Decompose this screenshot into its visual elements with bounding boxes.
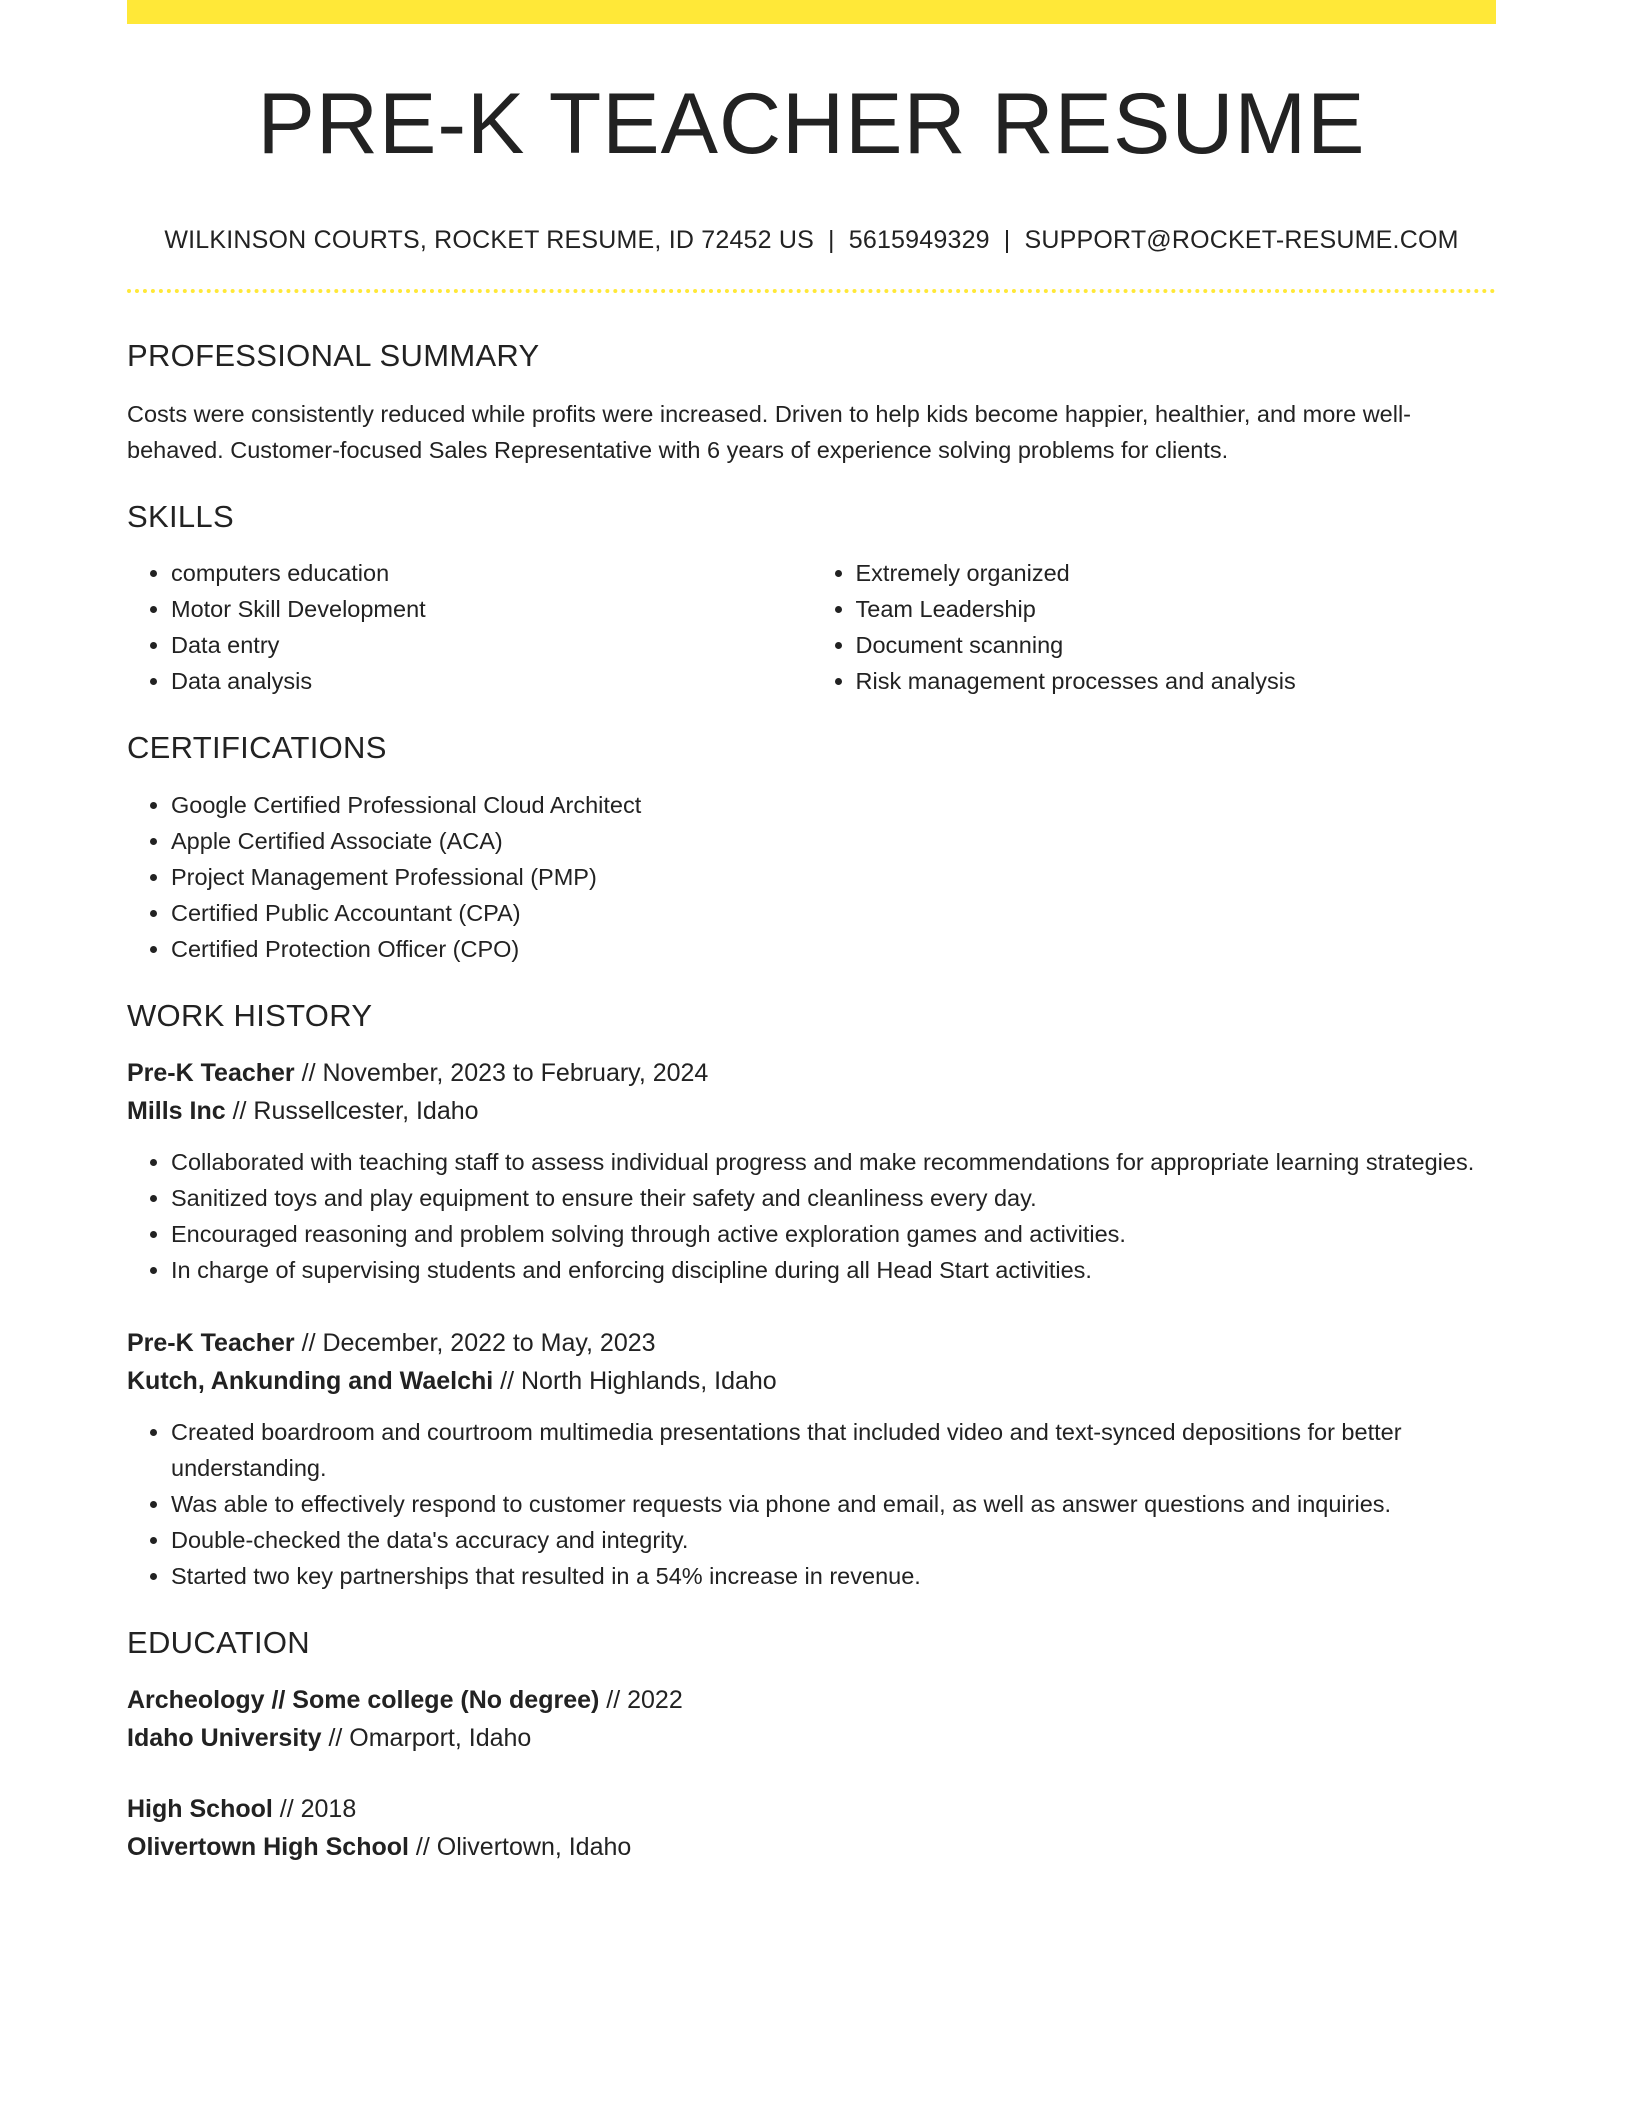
education-school-line bbox=[127, 1828, 1496, 1866]
list-item: • Team Leadership bbox=[856, 591, 1497, 627]
job-duties-list bbox=[127, 1414, 1496, 1594]
summary-text: Costs were consistently reduced while profits were increased. Driven to help kids become happier, healthier, and more well-behaved. Customer-focused Sales Representative with 6 years of experience solving problems for clients. bbox=[127, 401, 1411, 464]
education-location: // Olivertown, Idaho bbox=[408, 1832, 632, 1861]
list-item: • Data analysis bbox=[171, 663, 812, 699]
list-item: • Sanitized toys and play equipment to ensure their safety and cleanliness every day. bbox=[171, 1180, 1496, 1216]
work-history-section bbox=[127, 997, 1496, 1594]
education-school: Idaho University bbox=[127, 1723, 322, 1752]
education-year: // 2018 bbox=[272, 1794, 357, 1823]
education-school-line bbox=[127, 1719, 1496, 1757]
list-item: • Certified Protection Officer (CPO) bbox=[171, 931, 1496, 967]
list-item: • In charge of supervising students and enforcing discipline during all Head Start activities. bbox=[171, 1252, 1496, 1288]
job-company: Kutch, Ankunding and Waelchi bbox=[127, 1366, 494, 1395]
list-item: • Project Management Professional (PMP) bbox=[171, 859, 1496, 895]
list-item: • computers education bbox=[171, 555, 812, 591]
job-company-line bbox=[127, 1092, 1496, 1130]
skills-list-left bbox=[127, 555, 812, 699]
list-item: • Risk management processes and analysis bbox=[856, 663, 1497, 699]
work-history-heading: WORK HISTORY bbox=[127, 997, 373, 1033]
education-degree-line bbox=[127, 1681, 1496, 1719]
list-item: • Document scanning bbox=[856, 627, 1497, 663]
job-title: Pre-K Teacher bbox=[127, 1328, 295, 1357]
contact-phone: 5615949329 bbox=[848, 226, 990, 254]
list-item: • Encouraged reasoning and problem solving through active exploration games and activities. bbox=[171, 1216, 1496, 1252]
skills-heading: SKILLS bbox=[127, 499, 234, 535]
contact-separator: | bbox=[1003, 226, 1011, 254]
education-degree: Archeology // Some college (No degree) bbox=[127, 1685, 600, 1714]
job-dates: // November, 2023 to February, 2024 bbox=[294, 1058, 709, 1087]
list-item: • Collaborated with teaching staff to assess individual progress and make recommendations for appropriate learning strategies. bbox=[171, 1144, 1496, 1180]
contact-separator: | bbox=[828, 226, 835, 254]
skills-section bbox=[127, 498, 1496, 699]
education-degree: High School bbox=[127, 1794, 273, 1823]
list-item: • Motor Skill Development bbox=[171, 591, 812, 627]
summary-heading: PROFESSIONAL SUMMARY bbox=[127, 338, 540, 373]
job-title-line bbox=[127, 1054, 1496, 1092]
list-item: • Was able to effectively respond to customer requests via phone and email, as well as answer questions and inquiries. bbox=[171, 1486, 1496, 1522]
contact-address: WILKINSON COURTS, ROCKET RESUME, ID 72452 US bbox=[164, 226, 815, 254]
education-school: Olivertown High School bbox=[127, 1832, 409, 1861]
job-entry bbox=[127, 1324, 1496, 1594]
education-heading: EDUCATION bbox=[127, 1624, 310, 1660]
education-degree-line bbox=[127, 1790, 1496, 1828]
job-entry bbox=[127, 1054, 1496, 1288]
education-section bbox=[127, 1624, 1496, 1866]
list-item: • Double-checked the data's accuracy and integrity. bbox=[171, 1522, 1496, 1558]
job-company: Mills Inc bbox=[127, 1096, 226, 1125]
accent-bar bbox=[127, 0, 1496, 24]
job-dates: // December, 2022 to May, 2023 bbox=[294, 1328, 656, 1357]
dotted-divider bbox=[127, 289, 1496, 293]
certifications-heading: CERTIFICATIONS bbox=[127, 730, 387, 766]
list-item: • Data entry bbox=[171, 627, 812, 663]
job-location: // Russellcester, Idaho bbox=[225, 1096, 479, 1125]
education-entry bbox=[127, 1681, 1496, 1757]
list-item: • Apple Certified Associate (ACA) bbox=[171, 823, 1496, 859]
contact-line bbox=[127, 225, 1496, 255]
education-entry bbox=[127, 1790, 1496, 1866]
list-item: • Extremely organized bbox=[856, 555, 1497, 591]
certifications-list bbox=[127, 787, 1496, 967]
education-location: // Omarport, Idaho bbox=[321, 1723, 532, 1752]
education-year: // 2022 bbox=[599, 1685, 683, 1714]
resume-page bbox=[127, 0, 1496, 1866]
skills-list-right bbox=[812, 555, 1497, 699]
list-item: • Created boardroom and courtroom multimedia presentations that included video and text-synced depositions for better understanding. bbox=[171, 1414, 1496, 1486]
list-item: • Google Certified Professional Cloud Architect bbox=[171, 787, 1496, 823]
job-duties-list bbox=[127, 1144, 1496, 1288]
skills-grid bbox=[127, 555, 1496, 699]
contact-email: SUPPORT@ROCKET-RESUME.COM bbox=[1024, 226, 1459, 254]
resume-title: PRE-K TEACHER RESUME bbox=[257, 76, 1366, 172]
job-title: Pre-K Teacher bbox=[127, 1058, 295, 1087]
job-company-line bbox=[127, 1362, 1496, 1400]
list-item: • Started two key partnerships that resulted in a 54% increase in revenue. bbox=[171, 1558, 1496, 1594]
certifications-section bbox=[127, 729, 1496, 966]
job-location: // North Highlands, Idaho bbox=[493, 1366, 777, 1395]
job-title-line bbox=[127, 1324, 1496, 1362]
list-item: • Certified Public Accountant (CPA) bbox=[171, 895, 1496, 931]
